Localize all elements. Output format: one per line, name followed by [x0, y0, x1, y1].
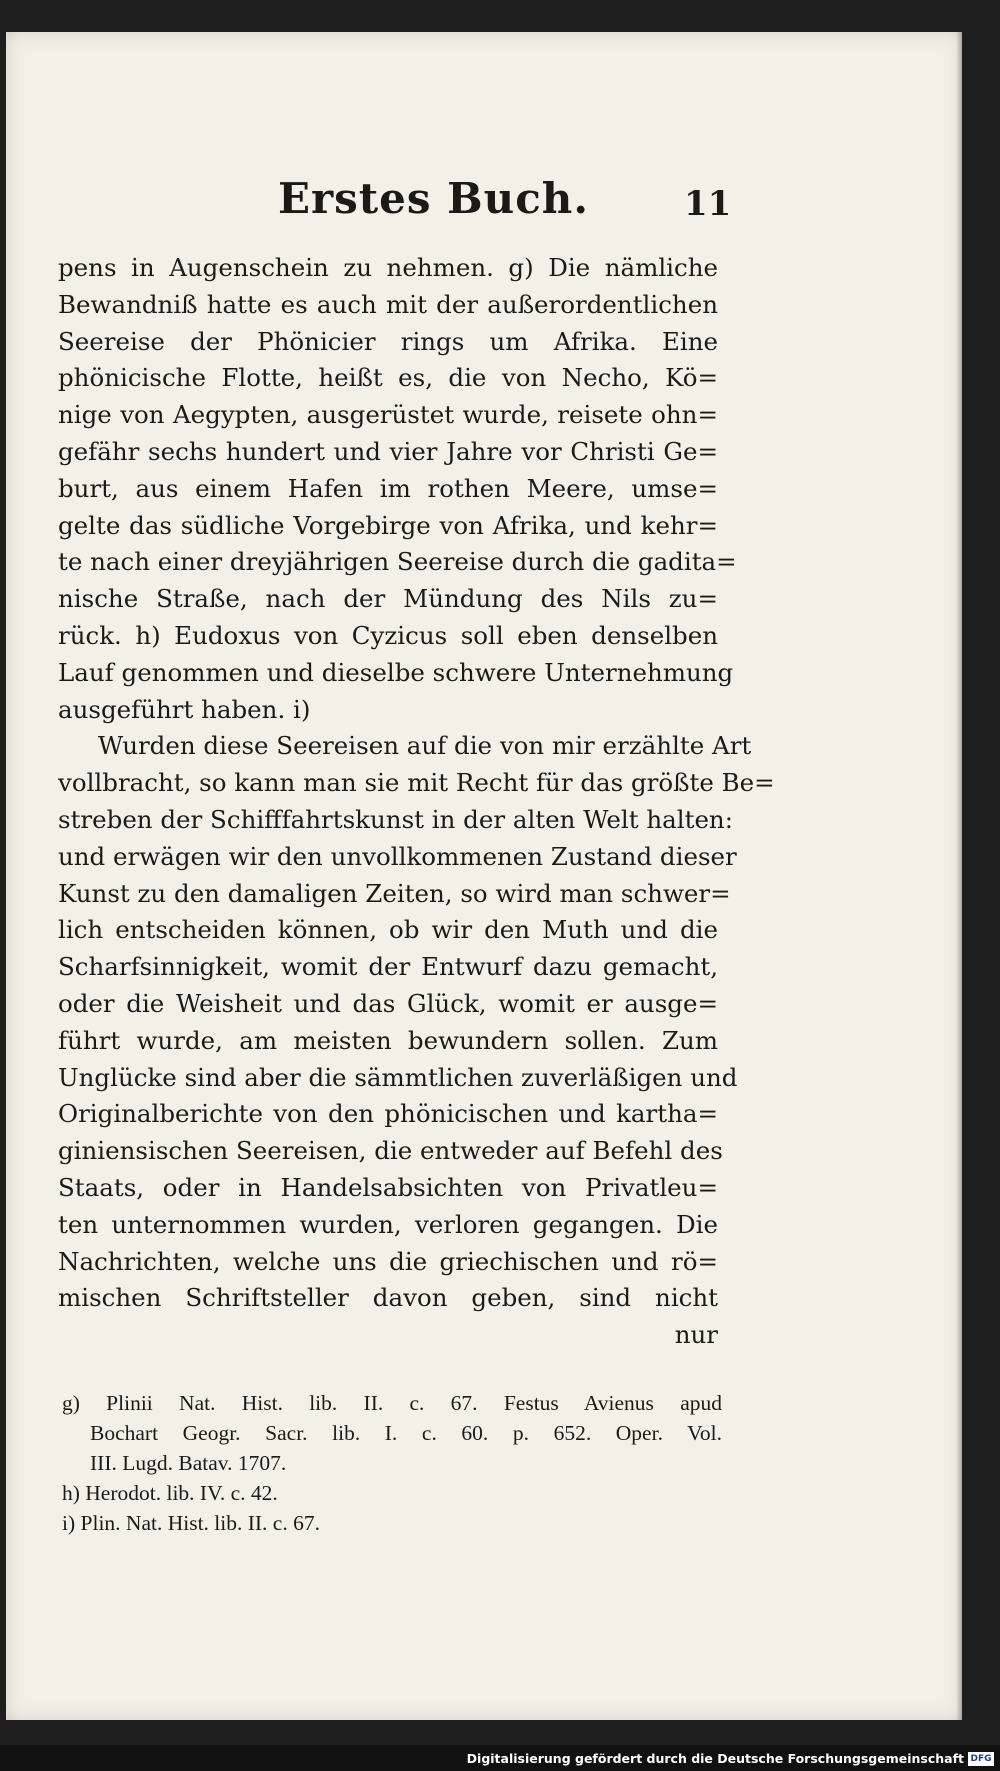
text-line: Kunst zu den damaligen Zeiten, so wird man schwer=: [58, 878, 731, 908]
text-line: giniensischen Seereisen, die entweder auf Befehl des: [58, 1136, 723, 1166]
text-line: nige von Aegypten, ausgerüstet wurde, reisete ohn=: [58, 400, 718, 430]
footer-bar: [0, 1745, 1000, 1771]
text-line: Unglücke sind aber die sämmtlichen zuverläßigen und: [58, 1062, 738, 1092]
text-line: Wurden diese Seereisen auf die von mir erzählte Art: [98, 731, 752, 761]
text-line: vollbracht, so kann man sie mit Recht für das größte Be=: [58, 768, 775, 798]
page-number: 11: [684, 184, 732, 224]
text-line: Lauf genommen und dieselbe schwere Unternehmung: [58, 657, 734, 687]
text-line: führt wurde, am meisten bewundern sollen. Zum: [58, 1025, 718, 1055]
text-line: Seereise der Phönicier rings um Afrika. Eine: [58, 326, 718, 356]
text-line: und erwägen wir den unvollkommenen Zustand dieser: [58, 841, 737, 871]
text-line: Nachrichten, welche uns die griechischen und rö=: [58, 1246, 718, 1276]
text-line: ausgeführt haben. i): [58, 694, 311, 724]
text-line: pens in Augenschein zu nehmen. g) Die nämliche: [58, 253, 718, 282]
footnote-line: i) Plin. Nat. Hist. lib. II. c. 67.: [62, 1511, 320, 1535]
footnotes: [62, 1388, 722, 1538]
footnote-line: h) Herodot. lib. IV. c. 42.: [62, 1481, 278, 1505]
footnote-line: III. Lugd. Batav. 1707.: [90, 1451, 287, 1475]
funding-credit: Digitalisierung gefördert durch die Deutsche Forschungsgemeinschaft: [466, 1751, 964, 1766]
text-line: gelte das südliche Vorgebirge von Afrika, und kehr=: [58, 510, 718, 540]
footnote-line: g) Plinii Nat. Hist. lib. II. c. 67. Festus Avienus apud: [62, 1391, 722, 1415]
text-line: nische Straße, nach der Mündung des Nils zu=: [58, 584, 718, 614]
text-line: Bewandniß hatte es auch mit der außerordentlichen: [58, 289, 718, 319]
text-line: Scharfsinnigkeit, womit der Entwurf dazu gemacht,: [58, 952, 718, 982]
body-text: [58, 250, 775, 1354]
catchword: nur: [674, 1320, 718, 1350]
text-line: Originalberichte von den phönicischen und kartha=: [58, 1099, 718, 1129]
footnote-line: Bochart Geogr. Sacr. lib. I. c. 60. p. 652. Oper. Vol.: [90, 1421, 722, 1445]
text-line: streben der Schifffahrtskunst in der alten Welt halten:: [58, 804, 733, 834]
running-header: Erstes Buch.: [278, 174, 589, 223]
book-page: [6, 32, 962, 1720]
text-line: ten unternommen wurden, verloren gegangen. Die: [58, 1209, 718, 1239]
text-line: oder die Weisheit und das Glück, womit er ausge=: [58, 988, 718, 1018]
text-line: gefähr sechs hundert und vier Jahre vor Christi Ge=: [58, 436, 718, 466]
text-line: burt, aus einem Hafen im rothen Meere, umse=: [58, 473, 718, 503]
text-line: te nach einer dreyjährigen Seereise durch die gadita=: [58, 547, 737, 577]
dfg-logo-icon: DFG: [968, 1752, 994, 1766]
text-line: rück. h) Eudoxus von Cyzicus soll eben denselben: [58, 620, 718, 650]
text-line: lich entscheiden können, ob wir den Muth und die: [58, 915, 718, 945]
text-line: Staats, oder in Handelsabsichten von Privatleu=: [58, 1172, 718, 1202]
text-line: phönicische Flotte, heißt es, die von Necho, Kö=: [58, 363, 718, 393]
text-line: mischen Schriftsteller davon geben, sind nicht: [58, 1283, 718, 1313]
